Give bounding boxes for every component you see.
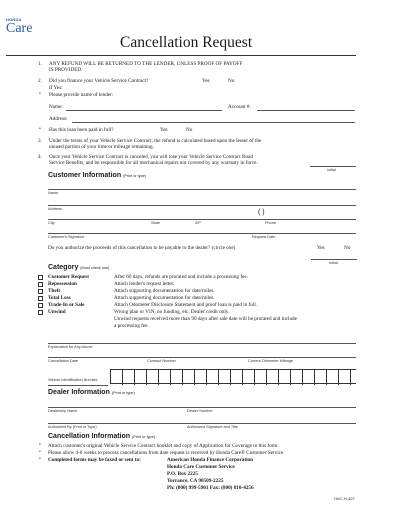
- yes-option[interactable]: Yes: [202, 78, 210, 84]
- category-name: Theft: [48, 288, 61, 294]
- form-id: HAC-H-407: [334, 496, 355, 501]
- paid-prompt: Has this loan been paid in full?: [49, 127, 114, 133]
- mailing-address-line: Honda Care Customer Service: [167, 464, 235, 470]
- lender-address-field[interactable]: [72, 122, 355, 123]
- bullet-icon: •: [39, 456, 41, 462]
- phone-area-code: ( ): [258, 209, 265, 216]
- explanation-label: Explanation for Any Above: [48, 345, 93, 349]
- customer-signature-field[interactable]: [48, 233, 356, 234]
- customer-name-field[interactable]: [48, 189, 356, 190]
- page-title: Cancellation Request: [120, 34, 253, 51]
- odometer-label: Current Odometer Mileage: [248, 359, 293, 363]
- bullet-icon: •: [39, 449, 41, 455]
- initial-label: Initial: [329, 261, 338, 265]
- dealership-field[interactable]: [48, 407, 356, 408]
- vin-input[interactable]: [110, 369, 356, 384]
- lender-name-field[interactable]: [66, 110, 222, 111]
- dealership-label: Dealership Name: [48, 409, 78, 413]
- no-option[interactable]: No: [228, 78, 235, 84]
- lender-prompt: Please provide name of lender:: [49, 92, 114, 98]
- item-number: 4.: [38, 154, 42, 160]
- cancellation-instruction: Please allow 4-6 weeks to process cancellations from date request is received by Honda Care® Customer Service.: [48, 450, 285, 456]
- customer-request-checkbox[interactable]: [38, 275, 43, 280]
- mailing-address-line: P.O. Box 2225: [167, 471, 198, 477]
- vin-label: Vehicle Identification Number:: [48, 378, 99, 382]
- paid-yes-option[interactable]: Yes: [160, 127, 168, 133]
- explanation-field[interactable]: [48, 343, 356, 344]
- category-desc: Attach supporting documentation for date/miles.: [114, 295, 215, 301]
- theft-checkbox[interactable]: [38, 289, 43, 294]
- initial-label: Initial: [327, 168, 336, 172]
- authorized-signature-label: Authorized Signature and Title: [187, 425, 238, 429]
- item-3-text: Under the terms of your Vehicle Service Contract, the refund is calculated based upon the lesser of the: [49, 138, 262, 144]
- category-desc: Wrong plan or VIN, no funding, etc. Dealer credit only.: [114, 309, 230, 315]
- contract-number-label: Contract Number: [147, 359, 176, 363]
- item-1-text: ANY REFUND WILL BE RETURNED TO THE LENDER, UNLESS PROOF OF PAYOFF: [49, 61, 243, 67]
- account-field[interactable]: [257, 110, 355, 111]
- bullet-icon: •: [39, 91, 41, 97]
- bullet-icon: •: [39, 442, 41, 448]
- category-name: Total Loss: [48, 295, 71, 301]
- initial-field[interactable]: [310, 166, 356, 167]
- category-name: Repossession: [48, 281, 77, 287]
- item-number: 2.: [38, 78, 42, 84]
- item-4-text-cont: Service Benefits, and be responsible for all mechanical repairs not covered by any warranty in force.: [49, 160, 258, 166]
- name-label: Name:: [49, 104, 63, 110]
- item-number: 3.: [38, 138, 42, 144]
- state-label: State: [151, 221, 160, 225]
- unwind-note: Unwind requests received more than 90 days after sale date will be prorated and include: [114, 316, 297, 322]
- request-date-label: Request Date: [252, 235, 276, 239]
- cancel-contract-odometer-field[interactable]: [48, 357, 356, 358]
- honda-wordmark: HONDA: [6, 17, 22, 22]
- address-label: Address:: [49, 116, 68, 122]
- item-3-text-cont: unused portion of your time or mileage remaining.: [49, 144, 154, 150]
- care-logo: Care: [6, 21, 33, 36]
- category-name: Customer Request: [48, 274, 89, 280]
- category-desc: After 60 days, refunds are prorated and include a processing fee.: [114, 274, 248, 280]
- cancellation-instruction: Completed forms may be faxed or sent to:: [48, 457, 141, 463]
- category-heading: Category (Must check one): [48, 264, 110, 271]
- name-label: Name: [48, 191, 59, 195]
- cancellation-date-label: Cancellation Date: [48, 359, 78, 363]
- authorized-by-field[interactable]: [48, 423, 356, 424]
- item-4-text: Once your Vehicle Service Contract is canceled, you will lose your Vehicle Service Contract Road: [49, 154, 253, 160]
- paid-no-option[interactable]: No: [186, 127, 193, 133]
- city-label: City: [48, 221, 55, 225]
- customer-info-heading: Customer Information (Print or type): [48, 172, 147, 179]
- mailing-address-line: Torrance, CA 90509-2225: [167, 478, 224, 484]
- mailing-address-line: Ph: (800) 999-5901 Fax: (800) 810-4256: [167, 485, 254, 491]
- customer-city-state-zip-phone-field[interactable]: [48, 219, 356, 220]
- vin-underline: [48, 385, 108, 386]
- authorize-initial-field[interactable]: [311, 259, 357, 260]
- cancellation-instruction: Attach customer's original Vehicle Service Contract booklet and copy of Application for Coverage to this form.: [48, 443, 279, 449]
- address-label: Address: [48, 207, 62, 211]
- repossession-checkbox[interactable]: [38, 282, 43, 287]
- unwind-checkbox[interactable]: [38, 310, 43, 315]
- account-label: Account #:: [228, 104, 251, 110]
- trade-in-checkbox[interactable]: [38, 303, 43, 308]
- signature-label: Customer's Signature: [48, 235, 85, 239]
- authorize-no-option[interactable]: No: [344, 245, 351, 251]
- total-loss-checkbox[interactable]: [38, 296, 43, 301]
- authorized-by-label: Authorized By (Print or Type): [48, 425, 97, 429]
- bullet-icon: •: [39, 126, 41, 132]
- category-name: Unwind: [48, 309, 66, 315]
- authorize-yes-option[interactable]: Yes: [317, 245, 325, 251]
- dealer-number-label: Dealer Number: [187, 409, 213, 413]
- mailing-address-line: American Honda Finance Corporation: [167, 457, 254, 463]
- customer-address-field[interactable]: [48, 205, 356, 206]
- header-divider: [6, 55, 356, 56]
- authorize-question: Do you authorize the proceeds of this cancellation to be payable to the dealer? (circle one): [48, 245, 236, 251]
- dealer-info-heading: Dealer Information (Print or type): [48, 389, 135, 396]
- category-desc: Attach supporting documentation for date/miles.: [114, 288, 215, 294]
- item-2-text: Did you finance your Vehicle Service Contract?: [49, 78, 149, 84]
- item-1-text-cont: IS PROVIDED.: [49, 67, 83, 73]
- category-name: Trade-In or Sale: [48, 302, 85, 308]
- phone-label: Phone: [265, 221, 276, 225]
- unwind-note-cont: a processing fee.: [114, 323, 149, 329]
- category-desc: Attach lender's request letter.: [114, 281, 175, 287]
- zip-label: ZIP: [195, 221, 201, 225]
- if-yes-label: If Yes:: [49, 85, 63, 91]
- category-desc: Attach Odometer Disclosure Statement and proof loan is paid in full.: [114, 302, 258, 308]
- item-number: 1.: [38, 61, 42, 67]
- cancellation-info-heading: Cancellation Information (Print or type): [48, 433, 156, 440]
